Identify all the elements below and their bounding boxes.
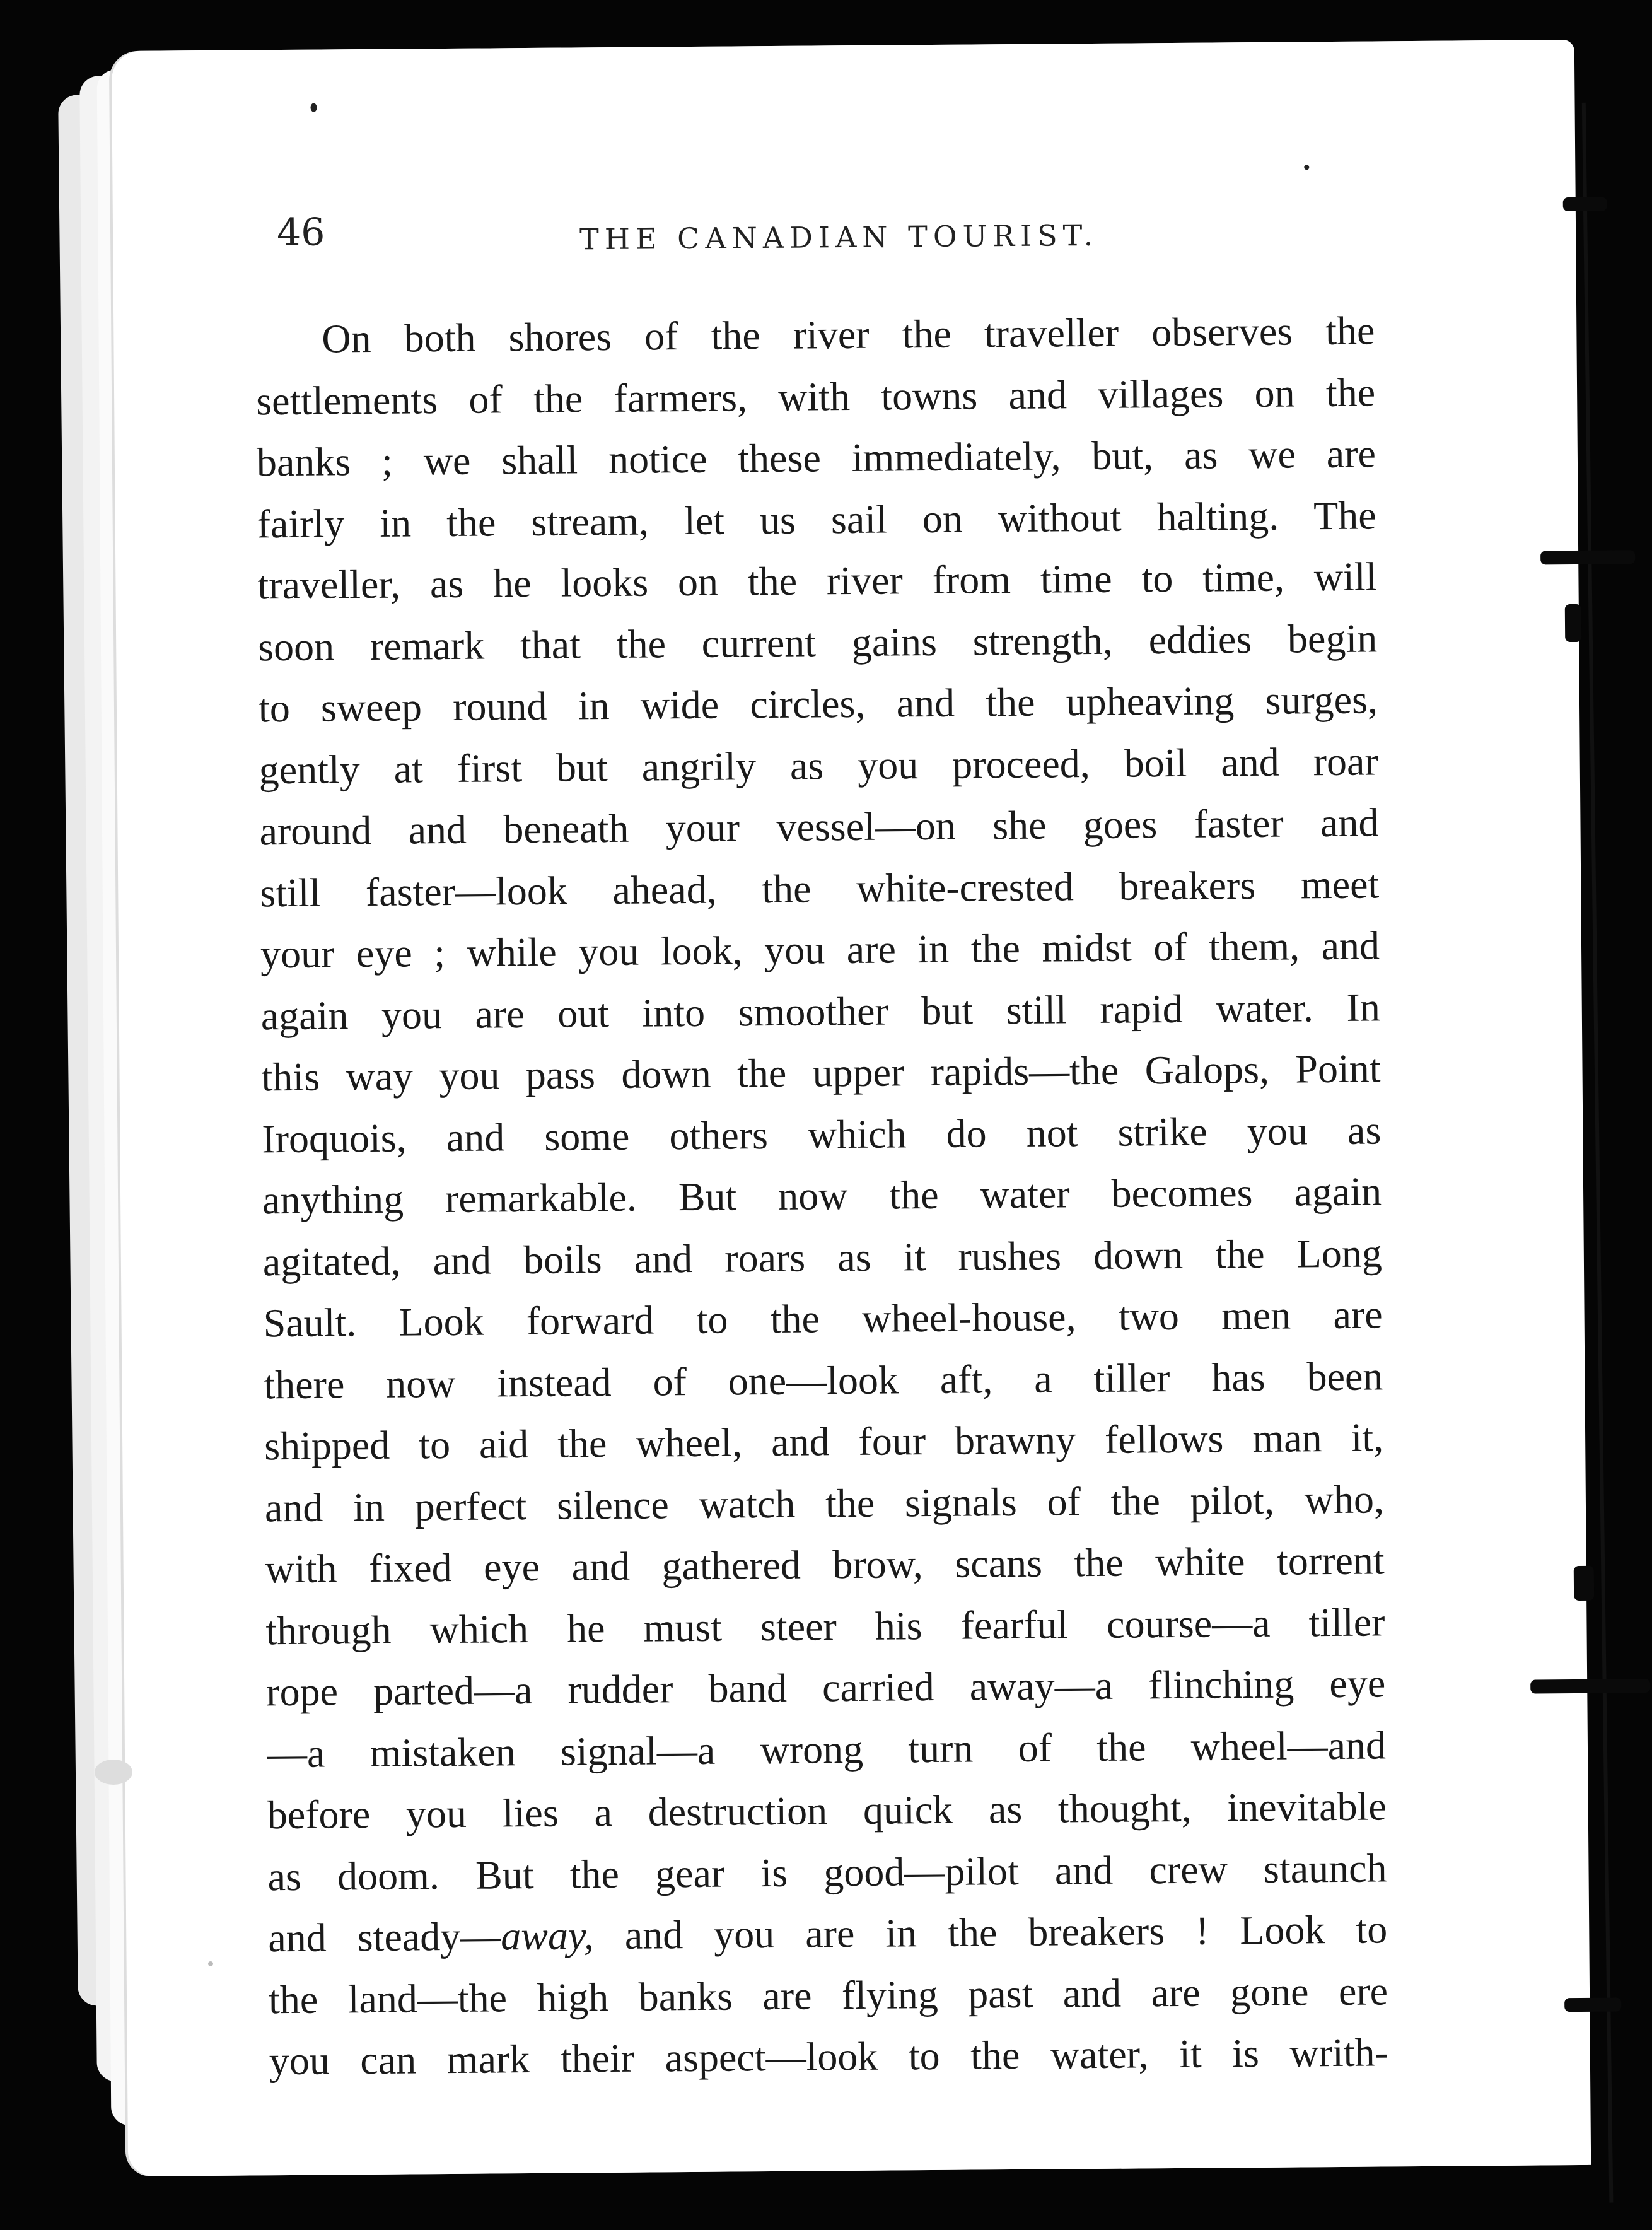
text-line: before you lies a destruction quick as thought, inevitable <box>267 1783 1387 1838</box>
page-number: 46 <box>276 210 325 255</box>
running-head: THE CANADIAN TOURIST. <box>579 218 1099 257</box>
text-line: rope parted—a rudder band carried away—a flinching eye <box>265 1661 1386 1715</box>
text-line: your eye ; while you look, you are in the midst of them, and <box>260 923 1380 977</box>
text-line: you can mark their aspect—look to the water, it is writh- <box>269 2029 1389 2084</box>
binding-stitch <box>1565 604 1581 642</box>
text-line: this way you pass down the upper rapids—the Galops, Point <box>261 1046 1381 1100</box>
italic-word: away, <box>500 1913 595 1959</box>
text-line: gently at first but angrily as you proceed, boil and roar <box>259 738 1378 792</box>
text-line: agitated, and boils and roars as it rushes down the Long <box>262 1230 1383 1284</box>
text-line: again you are out into smoother but still rapid water. In <box>260 984 1381 1038</box>
text-line: Iroquois, and some others which do not strike you as <box>262 1107 1382 1161</box>
text-line: around and beneath your vessel—on she goes faster and <box>259 800 1379 854</box>
ink-speck <box>208 1961 213 1966</box>
text-line: On both shores of the river the traveller observes the <box>322 308 1375 361</box>
binding-thread <box>1582 103 1614 2203</box>
text-line: to sweep round in wide circles, and the upheaving surges, <box>258 677 1378 731</box>
text-line: banks ; we shall notice these immediately, but, as we are <box>256 431 1376 485</box>
page-header <box>113 201 1576 275</box>
binding-stitch <box>1574 1566 1594 1601</box>
text-line: settlements of the farmers, with towns and villages on the <box>255 369 1376 423</box>
text-line: fairly in the stream, let us sail on without halting. The <box>257 492 1376 546</box>
text-line: shipped to aid the wheel, and four brawny fellows man it, <box>264 1415 1384 1469</box>
text-line: Sault. Look forward to the wheel-house, two men are <box>263 1292 1383 1346</box>
binding-stitch <box>1530 1679 1650 1693</box>
text-line: —a mistaken signal—a wrong turn of the wheel—and <box>266 1722 1387 1776</box>
text-line: soon remark that the current gains strength, eddies begin <box>257 615 1378 669</box>
text-line: through which he must steer his fearful course—a tiller <box>265 1599 1385 1653</box>
text-line: there now instead of one—look aft, a tiller has been <box>264 1353 1383 1407</box>
text-segment: and steady— <box>268 1913 501 1961</box>
binding-stitch <box>1564 1997 1621 2012</box>
text-line: anything remarkable. But now the water becomes again <box>262 1169 1382 1223</box>
book-page <box>112 40 1591 2176</box>
ink-speck <box>310 103 317 112</box>
text-line: still faster—look ahead, the white-crested breakers meet <box>260 861 1380 915</box>
text-line: as doom. But the gear is good—pilot and crew staunch <box>267 1845 1387 1899</box>
text-line-with-italic <box>268 1898 1388 1968</box>
text-line: and in perfect silence watch the signals of the pilot, who, <box>264 1476 1385 1530</box>
body-text <box>255 300 1388 2091</box>
ink-speck <box>1304 165 1309 170</box>
text-line: the land—the high banks are flying past and are gone ere <box>268 1968 1388 2022</box>
text-segment: and you are in the breakers ! Look to <box>593 1906 1388 1958</box>
binding-stitch <box>1540 550 1635 564</box>
text-line: traveller, as he looks on the river from time to time, will <box>257 554 1377 608</box>
paper-scrap <box>95 1760 132 1785</box>
text-line: with fixed eye and gathered brow, scans the white torrent <box>265 1538 1385 1592</box>
